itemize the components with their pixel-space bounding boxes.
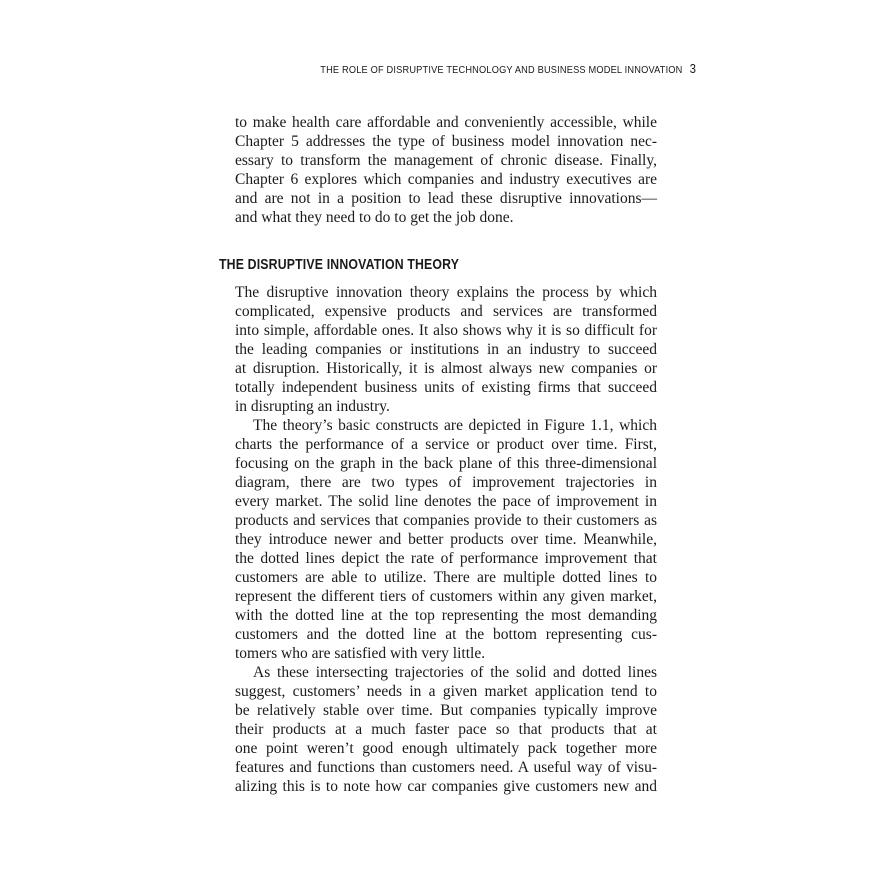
text-line: represent the different tiers of customers within any given market, [235, 588, 657, 605]
text-line: The theory’s basic constructs are depicted in Figure 1.1, which [253, 417, 657, 434]
text-line: every market. The solid line denotes the pace of improvement in [235, 493, 657, 510]
text-line: tomers who are satisfied with very little. [235, 645, 486, 662]
text-line: the dotted lines depict the rate of performance improvement that [235, 550, 657, 567]
text-line: totally independent business units of existing firms that succeed [235, 379, 657, 396]
text-line: Chapter 6 explores which companies and industry executives are [235, 171, 657, 188]
text-line: one point weren’t good enough ultimately pack together more [235, 740, 657, 757]
page-number: 3 [689, 61, 696, 76]
section-heading: THE DISRUPTIVE INNOVATION THEORY [219, 256, 460, 273]
text-line: features and functions than customers need. A useful way of visu- [235, 759, 657, 776]
text-line: Chapter 5 addresses the type of business model innovation nec- [235, 133, 657, 150]
text-line: suggest, customers’ needs in a given market application tend to [235, 683, 657, 700]
text-line: to make health care affordable and conveniently accessible, while [235, 114, 657, 131]
text-line: products and services that companies provide to their customers as [235, 512, 657, 529]
running-head [320, 61, 696, 76]
text-line: complicated, expensive products and services are transformed [235, 303, 657, 320]
text-line: The disruptive innovation theory explains the process by which [235, 284, 657, 301]
text-line: customers and the dotted line at the bottom representing cus- [235, 626, 657, 643]
running-head-title: THE ROLE OF DISRUPTIVE TECHNOLOGY AND BUSINESS MODEL INNOVATION [320, 64, 683, 76]
section-body [235, 283, 657, 796]
text-line: they introduce newer and better products over time. Meanwhile, [235, 531, 657, 548]
text-line: be relatively stable over time. But companies typically improve [235, 702, 657, 719]
text-line: As these intersecting trajectories of the solid and dotted lines [253, 664, 657, 681]
text-line: with the dotted line at the top representing the most demanding [235, 607, 657, 624]
text-line: the leading companies or institutions in an industry to succeed [235, 341, 657, 358]
text-line: at disruption. Historically, it is almost always new companies or [235, 360, 657, 377]
text-line: alizing this is to note how car companies give customers new and [235, 778, 657, 795]
text-line: customers are able to utilize. There are multiple dotted lines to [235, 569, 657, 586]
text-line: their products at a much faster pace so that products that at [235, 721, 657, 738]
text-line: diagram, there are two types of improvement trajectories in [235, 474, 657, 491]
text-line: charts the performance of a service or product over time. First, [235, 436, 657, 453]
text-line: and are not in a position to lead these disruptive innovations— [235, 190, 657, 207]
intro-paragraph [235, 113, 657, 227]
text-line: in disrupting an industry. [235, 398, 390, 415]
text-line: focusing on the graph in the back plane of this three-dimensional [235, 455, 657, 472]
text-line: essary to transform the management of chronic disease. Finally, [235, 152, 657, 169]
text-line: into simple, affordable ones. It also shows why it is so difficult for [235, 322, 657, 339]
text-line: and what they need to do to get the job done. [235, 209, 514, 226]
